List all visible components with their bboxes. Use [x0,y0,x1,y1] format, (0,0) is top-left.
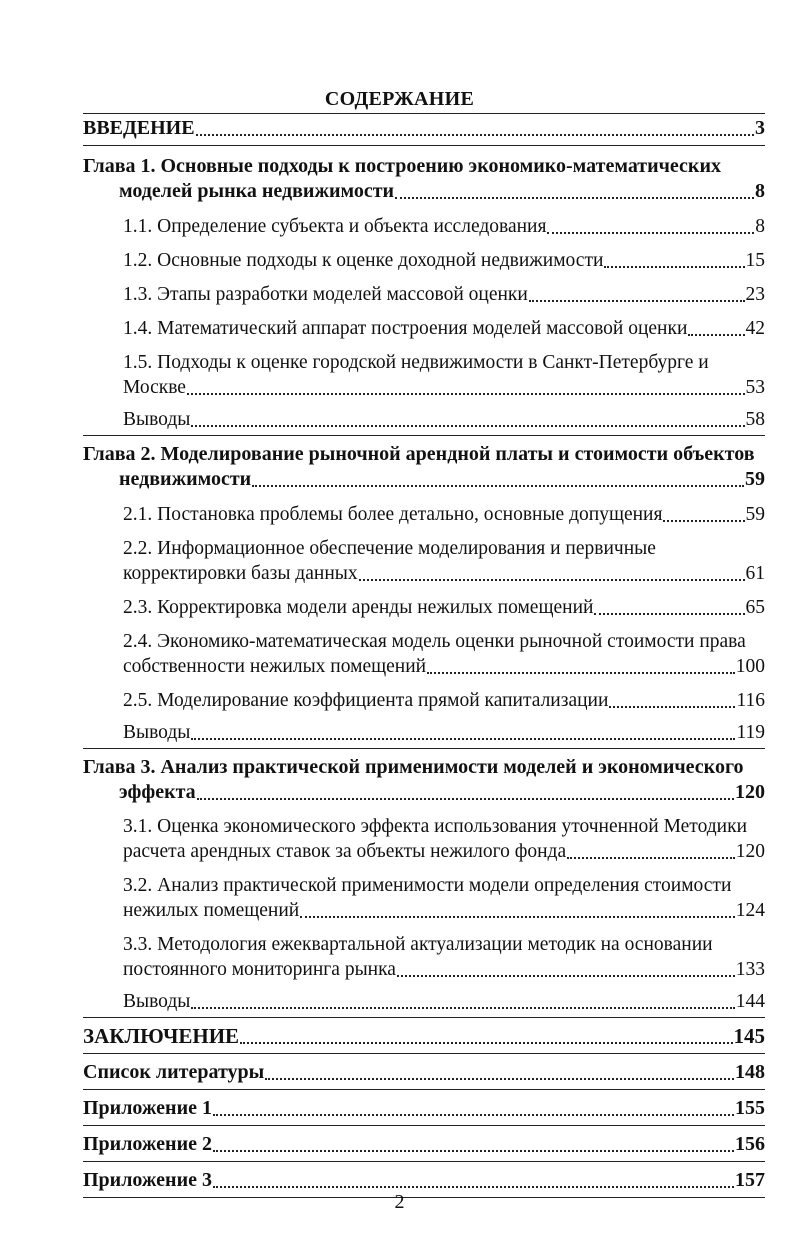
leader-dots [265,1070,734,1080]
chapter-3-section [83,748,765,1017]
leader-dots [197,790,734,800]
toc-page-number: 8 [755,180,765,202]
toc-entry-text-line2: моделей рынка недвижимости [119,180,395,202]
toc-entry-text: ЗАКЛЮЧЕНИЕ [83,1024,240,1048]
toc-entry-text: 1.1. Определение субъекта и объекта исследования [123,216,547,237]
toc-entry-appendix-2[interactable] [83,1125,765,1161]
leader-dots [240,1034,732,1044]
toc-entry-chapter-1[interactable] [83,146,765,204]
toc-page-number: 156 [735,1133,765,1155]
toc-entry-text-line1: 3.3. Методология ежеквартальной актуализации методик на основании [123,934,713,955]
toc-entry-text: 1.4. Математический аппарат построения моделей массовой оценки [123,318,688,339]
toc-page-number: 133 [735,959,765,980]
leader-dots [191,999,734,1009]
leader-dots [663,512,744,522]
toc-page-number: 145 [733,1024,765,1048]
toc-entry-text: Выводы [123,409,191,430]
leader-dots [252,477,744,487]
toc-page-number: 59 [745,468,765,490]
toc-page-number: 8 [755,216,765,237]
toc-page-number: 59 [745,504,765,525]
toc-entry-1-4[interactable] [83,316,765,341]
toc-entry-chapter-2[interactable] [83,436,765,492]
toc-entry-text-line2: расчета арендных ставок за объекты нежилого фонда [123,841,567,862]
toc-entry-text-line2: нежилых помещений [123,900,300,921]
toc-entry-text: Приложение 3 [83,1169,212,1191]
toc-entry-text-line1: Глава 1. Основные подходы к построению экономико-математических [83,155,721,177]
toc-entry-text-line2: эффекта [119,781,196,803]
toc-entry-text-line2: собственности нежилых помещений [123,656,427,677]
toc-page-number: 116 [736,690,765,711]
toc-entry-2-conclusions[interactable] [83,720,765,748]
toc-entry-text: 1.3. Этапы разработки моделей массовой оценки [123,284,528,305]
toc-page-number: 42 [745,318,765,339]
toc-entry-3-1[interactable] [83,814,765,864]
toc-entry-1-1[interactable] [83,214,765,239]
leader-dots [688,326,744,336]
toc-entry-text: 2.5. Моделирование коэффициента прямой капитализации [123,690,609,711]
toc-entry-text-line2: недвижимости [119,468,252,490]
leader-dots [395,189,754,199]
toc-page-number: 58 [745,409,765,430]
toc-page-number: 65 [745,597,765,618]
toc-page-number: 119 [736,722,765,743]
toc-entry-2-5[interactable] [83,688,765,713]
toc-page-number: 144 [735,991,765,1012]
toc-entry-text-line2: постоянного мониторинга рынка [123,959,396,980]
toc-entry-text-line1: 2.4. Экономико-математическая модель оценки рыночной стоимости права [123,631,746,652]
toc-entry-1-conclusions[interactable] [83,407,765,435]
leader-dots [397,967,735,977]
toc-entry-intro[interactable] [83,114,765,145]
toc-entry-text: 1.2. Основные подходы к оценке доходной недвижимости [123,250,604,271]
leader-dots [213,1142,734,1152]
toc-entry-text-line1: Глава 3. Анализ практической применимости моделей и экономического [83,756,744,778]
toc-entry-1-5[interactable] [83,350,765,400]
chapter-1-section [83,145,765,435]
toc-entry-text: 2.1. Постановка проблемы более детально, основные допущения [123,504,663,525]
leader-dots [213,1106,734,1116]
toc-page-number: 124 [735,900,765,921]
toc-page-number: 23 [745,284,765,305]
toc-entry-text-line2: Москве [123,377,186,398]
toc-entry-text-line1: 1.5. Подходы к оценке городской недвижимости в Санкт-Петербурге и [123,352,709,373]
leader-dots [594,605,744,615]
toc-entry-3-3[interactable] [83,932,765,982]
leader-dots [191,417,744,427]
leader-dots [187,385,745,395]
table-of-contents [83,113,765,1198]
toc-entry-text: Список литературы [83,1061,265,1083]
leader-dots [191,730,735,740]
toc-entry-2-2[interactable] [83,536,765,586]
toc-page-number: 155 [735,1097,765,1119]
toc-entry-text-line2: корректировки базы данных [123,563,358,584]
toc-entry-text-line1: 2.2. Информационное обеспечение моделирования и первичные [123,538,656,559]
toc-entry-literature[interactable] [83,1053,765,1089]
toc-page-number: 15 [745,250,765,271]
leader-dots [604,258,744,268]
toc-page-number: 157 [735,1169,765,1191]
toc-page-number: 53 [745,377,765,398]
toc-entry-text: Приложение 2 [83,1133,212,1155]
toc-entry-2-1[interactable] [83,502,765,527]
toc-entry-text-line1: Глава 2. Моделирование рыночной арендной платы и стоимости объектов [83,443,755,465]
toc-entry-1-3[interactable] [83,282,765,307]
toc-page-number: 3 [755,117,765,139]
toc-entry-chapter-3[interactable] [83,749,765,805]
toc-page-number: 120 [735,781,765,803]
toc-entry-2-4[interactable] [83,629,765,679]
toc-entry-3-conclusions[interactable] [83,989,765,1017]
toc-entry-text-line1: 3.1. Оценка экономического эффекта использования уточненной Методики [123,816,748,837]
toc-entry-3-2[interactable] [83,873,765,923]
toc-page-number: 61 [745,563,765,584]
leader-dots [359,571,745,581]
toc-entry-text-line1: 3.2. Анализ практической применимости модели определения стоимости [123,875,732,896]
toc-entry-text: 2.3. Корректировка модели аренды нежилых помещений [123,597,594,618]
leader-dots [529,292,745,302]
toc-entry-2-3[interactable] [83,595,765,620]
toc-entry-conclusion[interactable] [83,1017,765,1053]
toc-entry-appendix-1[interactable] [83,1089,765,1125]
toc-page-number: 120 [735,841,765,862]
leader-dots [300,908,735,918]
toc-entry-text: ВВЕДЕНИЕ [83,117,195,139]
leader-dots [547,224,754,234]
toc-entry-text: Приложение 1 [83,1097,212,1119]
toc-page-number: 100 [735,656,765,677]
leader-dots [427,664,735,674]
leader-dots [213,1178,734,1188]
toc-entry-text: Выводы [123,991,191,1012]
toc-page-number: 148 [735,1061,765,1083]
page-number: 2 [394,1191,405,1213]
toc-title: СОДЕРЖАНИЕ [324,88,475,110]
chapter-2-section [83,435,765,748]
leader-dots [609,698,735,708]
leader-dots [567,849,735,859]
leader-dots [196,126,754,136]
toc-entry-1-2[interactable] [83,248,765,273]
toc-entry-text: Выводы [123,722,191,743]
